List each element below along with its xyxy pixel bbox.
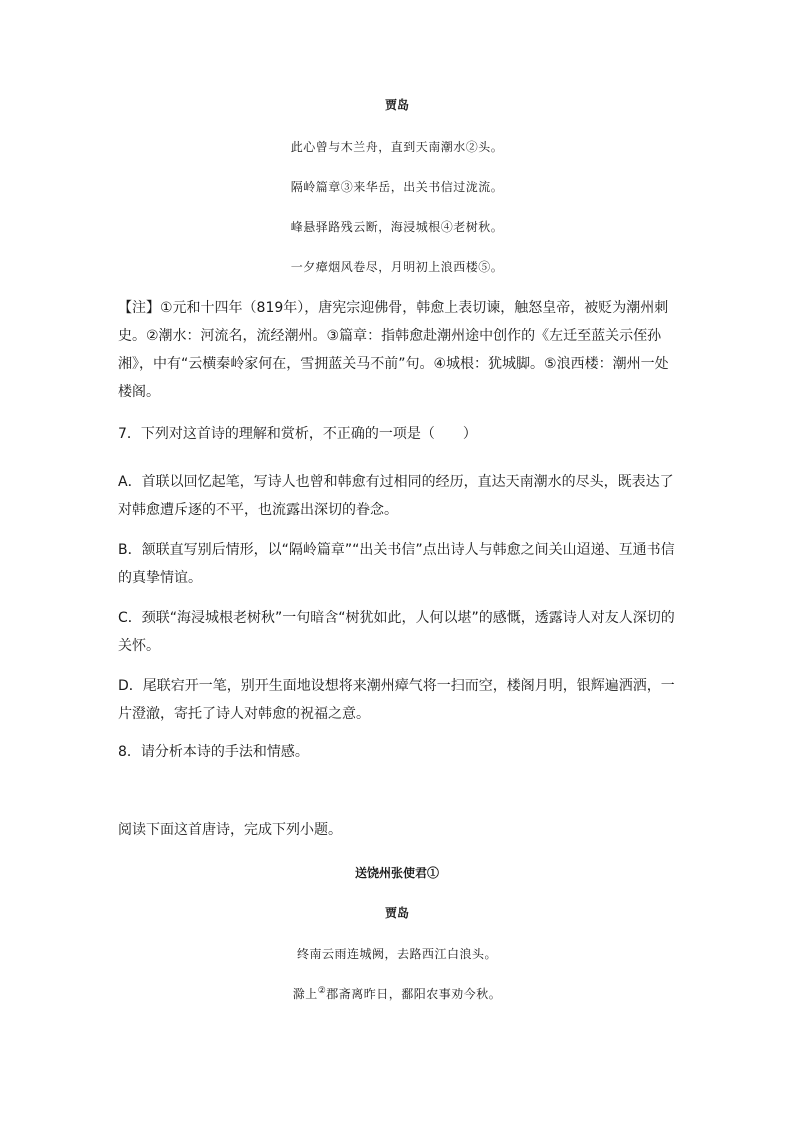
note-line: 【注】①元和十四年（819年），唐宪宗迎佛骨，韩愈上表切谏，触怒皇帝，被贬为潮州刺 bbox=[118, 300, 669, 316]
option-line: A．首联以回忆起笔，写诗人也曾和韩愈有过相同的经历，直达天南潮水的尽头，既表达了 bbox=[118, 474, 674, 490]
poem2-line-1: 终南云雨连城阙，去路西江白浪头。 bbox=[296, 947, 497, 961]
question-7-stem: 7．下列对这首诗的理解和赏析，不正确的一项是（ ） bbox=[118, 426, 477, 442]
poem2-line-2-start: 滁上 bbox=[292, 987, 318, 1001]
note-line: 楼阁。 bbox=[118, 384, 160, 400]
poem1-line-4: 一夕瘴烟风卷尽，月明初上浪西楼⑤。 bbox=[290, 260, 504, 274]
section2-intro: 阅读下面这首唐诗，完成下列小题。 bbox=[118, 822, 342, 838]
poem2-footnote-marker: ② bbox=[317, 986, 327, 996]
poem1-line-3: 峰悬驿路残云断，海浸城根④老树秋。 bbox=[290, 220, 504, 234]
option-line: C．颈联“海浸城根老树秋”一句暗含“树犹如此，人何以堪”的感慨，透露诗人对友人深切的 bbox=[118, 610, 675, 626]
poem2-line-2-end: 郡斋离昨日，鄱阳农事劝今秋。 bbox=[326, 987, 502, 1001]
poem1-line-1: 此心曾与木兰舟，直到天南潮水②头。 bbox=[290, 140, 504, 154]
poem1-author: 贾岛 bbox=[384, 98, 409, 112]
option-line: B．颔联直写别后情形，以“隔岭篇章”“出关书信”点出诗人与韩愈之间关山迢递、互通书信 bbox=[118, 542, 675, 558]
poem2-title: 送饶州张使君① bbox=[354, 866, 439, 880]
note-line: 湘》，中有“云横秦岭家何在，雪拥蓝关马不前”句。④城根：犹城脚。⑤浪西楼：潮州一处 bbox=[118, 356, 669, 372]
poem1-notes bbox=[118, 294, 678, 406]
poem2-author: 贾岛 bbox=[384, 906, 409, 920]
question-7-option-c bbox=[118, 604, 678, 660]
option-line: D．尾联宕开一笔，别开生面地设想将来潮州瘴气将一扫而空，楼阁月明，银辉遍洒洒，一 bbox=[118, 678, 675, 694]
option-line: 的真挚情谊。 bbox=[118, 570, 202, 586]
question-7-option-a bbox=[118, 468, 678, 524]
option-line: 关怀。 bbox=[118, 638, 160, 654]
poem1-line-2: 隔岭篇章③来华岳，出关书信过泷流。 bbox=[290, 180, 504, 194]
question-8-stem: 8．请分析本诗的手法和情感。 bbox=[118, 744, 309, 760]
note-line: 史。②潮水：河流名，流经潮州。③篇章：指韩愈赴潮州途中创作的《左迁至蓝关示侄孙 bbox=[118, 328, 662, 344]
option-line: 对韩愈遭斥逐的不平，也流露出深切的眷念。 bbox=[118, 502, 398, 518]
option-line: 片澄澈，寄托了诗人对韩愈的祝福之意。 bbox=[118, 706, 370, 722]
poem2-line-2 bbox=[0, 985, 794, 1002]
question-7-option-d bbox=[118, 672, 678, 728]
question-7-option-b bbox=[118, 536, 678, 592]
